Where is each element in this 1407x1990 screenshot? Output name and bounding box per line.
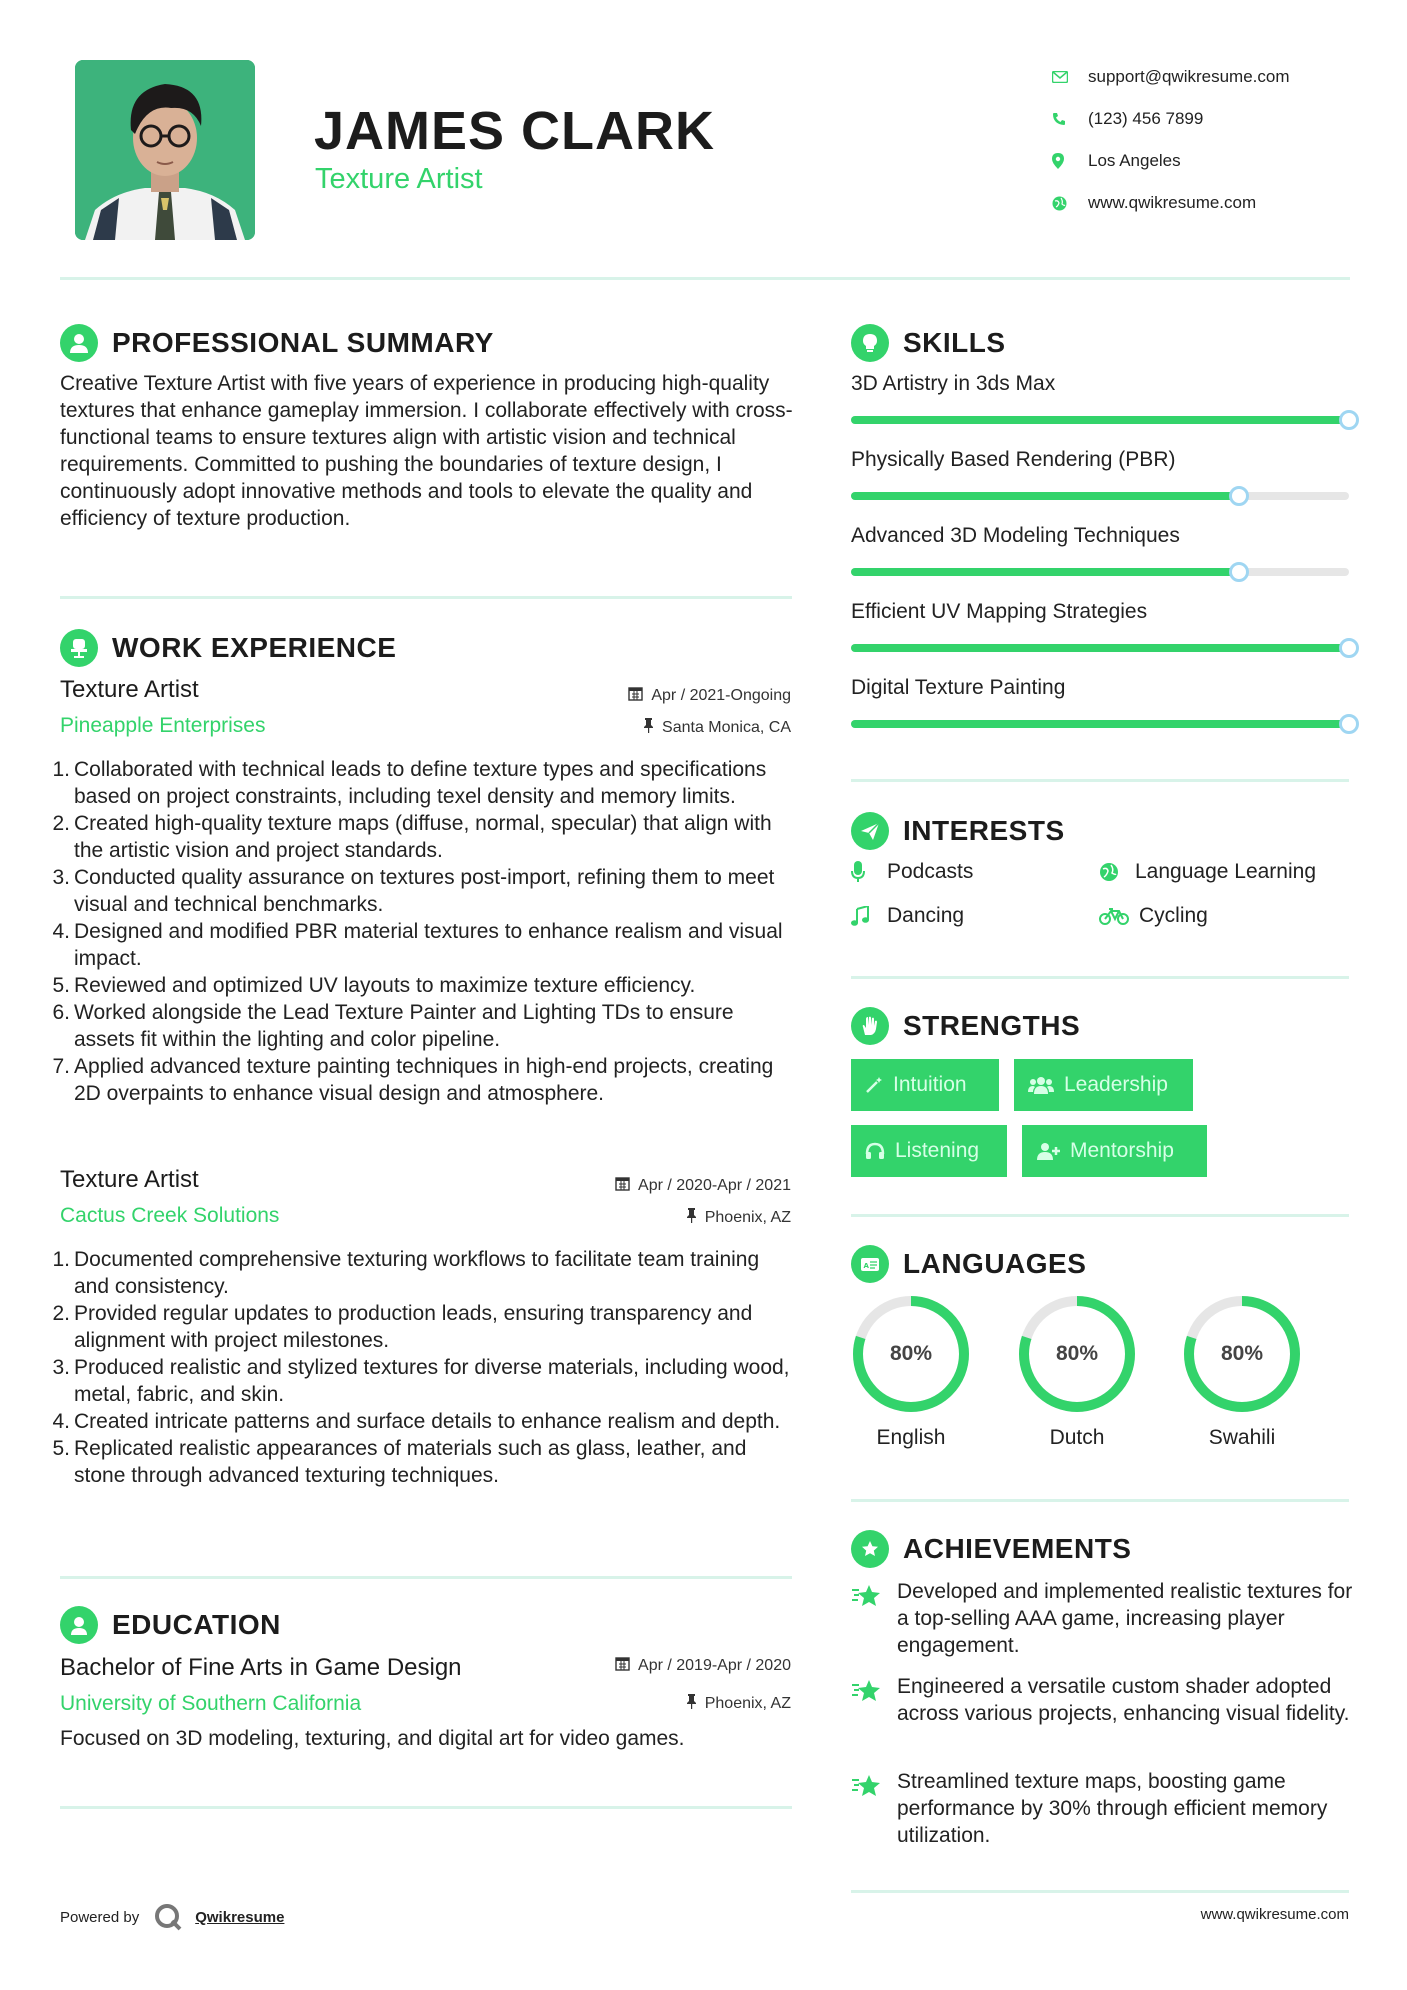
education-title: EDUCATION: [112, 1609, 281, 1640]
school-name: University of Southern California: [60, 1692, 362, 1715]
achievements-divider: [851, 1890, 1349, 1893]
education-heading: [60, 1606, 281, 1644]
achievement-text: Streamlined texture maps, boosting game performance by 30% through efficient memory utilization.: [897, 1770, 1328, 1847]
contact-website-text: www.qwikresume.com: [1088, 193, 1257, 212]
list-item: 5. Reviewed and optimized UV layouts to maximize texture efficiency.: [52, 974, 696, 997]
microphone-icon: [851, 861, 879, 883]
contact-email[interactable]: [1050, 56, 1350, 98]
achievement-item: [851, 1673, 1361, 1727]
job-title: Texture Artist: [60, 1166, 199, 1193]
summary-text: Creative Texture Artist with five years of experience in producing high-quality textures that enhance gameplay immersion. I collaborate effectively with cross-functional teams to ensure textures align with artistic vision and technical requirements. Committed to pushing the boundaries of texture design, I continuously adopt innovative methods and tools to elevate the quality and efficiency of texture production.: [60, 372, 793, 530]
skill-bar-knob: [1229, 486, 1249, 506]
education-date-text: Apr / 2019-Apr / 2020: [638, 1657, 791, 1674]
contact-location: [1050, 140, 1350, 182]
degree-name: Bachelor of Fine Arts in Game Design: [60, 1654, 462, 1681]
interest-label: Podcasts: [887, 860, 974, 883]
skill-bar: [851, 568, 1349, 576]
skills-title: SKILLS: [903, 327, 1006, 358]
job-date-text: Apr / 2021-Ongoing: [651, 687, 791, 704]
skill-name: Advanced 3D Modeling Techniques: [851, 524, 1180, 547]
skill-bar: [851, 416, 1349, 424]
footer-url[interactable]: www.qwikresume.com: [1200, 1906, 1349, 1923]
list-item: 4. Created intricate patterns and surface details to enhance realism and depth.: [52, 1410, 781, 1433]
company-name: Pineapple Enterprises: [60, 714, 266, 737]
interest-label: Language Learning: [1135, 860, 1317, 883]
language-name: English: [876, 1426, 946, 1449]
star-icon: [851, 1768, 897, 1849]
achievement-text: Developed and implemented realistic textures for a top-selling AAA game, increasing player engagement.: [897, 1580, 1353, 1657]
skill-bar: [851, 720, 1349, 728]
job-location: [643, 718, 791, 738]
headphones-icon: [865, 1142, 885, 1160]
skill-bar-knob: [1339, 638, 1359, 658]
graduate-icon: [60, 1606, 98, 1644]
interest-item: [851, 904, 964, 928]
thumbtack-icon: [686, 1694, 697, 1714]
skill-bar-fill: [851, 568, 1239, 576]
list-item: 3. Produced realistic and stylized textures for diverse materials, including wood, metal, fabric, and skin.: [52, 1356, 790, 1406]
interest-item: [851, 860, 973, 884]
music-note-icon: [851, 906, 879, 926]
interests-title: INTERESTS: [903, 815, 1065, 846]
achievements-heading: [851, 1530, 1131, 1568]
list-item: 2. Created high-quality texture maps (diffuse, normal, specular) that align with the artistic vision and project standards.: [52, 812, 772, 862]
globe-icon: [1099, 862, 1127, 882]
skill-bar: [851, 644, 1349, 652]
skill-name: Digital Texture Painting: [851, 676, 1066, 699]
language-percent: 80%: [1055, 1342, 1099, 1365]
list-item: 2. Provided regular updates to production leads, ensuring transparency and alignment with project milestones.: [52, 1302, 753, 1352]
strength-label: Listening: [895, 1139, 980, 1162]
skill-bar-fill: [851, 416, 1349, 424]
contact-email-text: support@qwikresume.com: [1088, 67, 1290, 86]
candidate-name: JAMES CLARK: [314, 101, 716, 161]
language-name: Dutch: [1049, 1426, 1105, 1449]
skills-heading: [851, 324, 1006, 362]
powered-by-label: Powered by: [60, 1908, 140, 1926]
company-name: Cactus Creek Solutions: [60, 1204, 280, 1227]
skill-bar-fill: [851, 492, 1239, 500]
star-badge-icon: [851, 1530, 889, 1568]
job-date: [628, 686, 791, 706]
thumbtack-icon: [686, 1208, 697, 1228]
list-item: 1. Collaborated with technical leads to define texture types and specifications based on project constraints, including texel density and memory limits.: [52, 758, 767, 808]
strengths-divider: [851, 1214, 1349, 1217]
skill-bar-fill: [851, 720, 1349, 728]
interests-heading: [851, 812, 1065, 850]
languages-heading: [851, 1245, 1086, 1283]
interests-divider: [851, 976, 1349, 979]
job-location-text: Phoenix, AZ: [704, 1209, 791, 1226]
lightbulb-icon: [851, 324, 889, 362]
strengths-title: STRENGTHS: [903, 1010, 1081, 1041]
job-bullet-list: [52, 756, 797, 1107]
bicycle-icon: [1099, 907, 1131, 925]
powered-by: [60, 1902, 284, 1932]
star-icon: [851, 1578, 897, 1659]
paper-plane-icon: [851, 812, 889, 850]
list-item: 7. Applied advanced texture painting techniques in high-end projects, creating 2D overpaints to enhance visual design and atmosphere.: [52, 1055, 774, 1105]
education-location: [686, 1694, 791, 1714]
strength-badge: [1022, 1125, 1207, 1177]
id-card-icon: [851, 1245, 889, 1283]
skill-bar-fill: [851, 644, 1349, 652]
summary-divider: [60, 596, 792, 599]
qwikresume-logo-icon: [153, 1902, 183, 1932]
strength-label: Leadership: [1064, 1073, 1168, 1096]
skill-name: Physically Based Rendering (PBR): [851, 448, 1176, 471]
interest-item: [1099, 904, 1208, 928]
contact-list: [1050, 56, 1350, 224]
job-date-text: Apr / 2020-Apr / 2021: [638, 1177, 791, 1194]
header-divider: [60, 277, 1350, 280]
list-item: 5. Replicated realistic appearances of materials such as glass, leather, and stone through advanced texturing techniques.: [52, 1437, 747, 1487]
achievements-title: ACHIEVEMENTS: [903, 1533, 1132, 1564]
language-item: [1015, 1292, 1139, 1450]
experience-divider: [60, 1576, 792, 1579]
education-location-text: Phoenix, AZ: [704, 1695, 791, 1712]
skill-name: 3D Artistry in 3ds Max: [851, 372, 1056, 395]
language-name: Swahili: [1208, 1426, 1276, 1449]
summary-title: PROFESSIONAL SUMMARY: [112, 327, 494, 358]
contact-website[interactable]: [1050, 182, 1350, 224]
job-location-text: Santa Monica, CA: [662, 719, 791, 736]
envelope-icon: [1050, 71, 1088, 83]
skill-name: Efficient UV Mapping Strategies: [851, 600, 1148, 623]
education-description: Focused on 3D modeling, texturing, and digital art for video games.: [60, 1727, 685, 1750]
phone-icon: [1050, 112, 1088, 126]
calendar-icon: [615, 1656, 630, 1676]
candidate-title: Texture Artist: [315, 163, 483, 195]
calendar-icon: [615, 1176, 630, 1196]
achievement-item: [851, 1768, 1361, 1849]
contact-phone[interactable]: [1050, 98, 1350, 140]
strength-label: Mentorship: [1070, 1139, 1174, 1162]
interest-label: Dancing: [887, 904, 965, 927]
job-date: [615, 1176, 791, 1196]
job-bullet-list: [52, 1246, 797, 1489]
languages-title: LANGUAGES: [903, 1248, 1087, 1279]
strength-label: Intuition: [893, 1073, 967, 1096]
summary-heading: [60, 324, 494, 362]
language-percent: 80%: [889, 1342, 933, 1365]
skill-bar-knob: [1339, 714, 1359, 734]
list-item: 6. Worked alongside the Lead Texture Painter and Lighting TDs to ensure assets fit within the lighting and color pipeline.: [52, 1001, 734, 1051]
experience-heading: [60, 629, 396, 667]
users-icon: [1028, 1076, 1054, 1094]
list-item: 1. Documented comprehensive texturing workflows to facilitate team training and consistency.: [52, 1248, 760, 1298]
achievement-text: Engineered a versatile custom shader adopted across various projects, enhancing visual fidelity.: [897, 1675, 1350, 1725]
languages-divider: [851, 1499, 1349, 1502]
profile-photo: [75, 60, 255, 240]
skill-bar-knob: [1229, 562, 1249, 582]
skill-bar: [851, 492, 1349, 500]
thumbtack-icon: [643, 718, 654, 738]
user-icon: [60, 324, 98, 362]
magic-wand-icon: [865, 1076, 883, 1094]
list-item: 3. Conducted quality assurance on textures post-import, refining them to meet visual and technical benchmarks.: [52, 866, 775, 916]
education-divider: [60, 1806, 792, 1809]
experience-title: WORK EXPERIENCE: [112, 632, 397, 663]
qwikresume-link[interactable]: Qwikresume: [195, 1908, 285, 1926]
hand-icon: [851, 1007, 889, 1045]
calendar-icon: [628, 686, 643, 706]
language-item: [1180, 1292, 1304, 1450]
strength-badge: [1014, 1059, 1193, 1111]
map-pin-icon: [1050, 153, 1088, 169]
strength-badge: [851, 1125, 1007, 1177]
contact-location-text: Los Angeles: [1088, 151, 1181, 170]
list-item: 4. Designed and modified PBR material textures to enhance realism and visual impact.: [52, 920, 783, 970]
interest-label: Cycling: [1139, 904, 1208, 927]
skills-divider: [851, 779, 1349, 782]
education-date: [615, 1656, 791, 1676]
language-percent: 80%: [1220, 1342, 1264, 1365]
globe-icon: [1050, 196, 1088, 211]
star-icon: [851, 1673, 897, 1727]
user-plus-icon: [1036, 1142, 1060, 1160]
skill-bar-knob: [1339, 410, 1359, 430]
chair-icon: [60, 629, 98, 667]
language-item: [849, 1292, 973, 1450]
job-location: [686, 1208, 791, 1228]
strengths-heading: [851, 1007, 1080, 1045]
interest-item: [1099, 860, 1316, 884]
svg-text:A: A: [863, 1262, 869, 1270]
strength-badge: [851, 1059, 999, 1111]
achievement-item: [851, 1578, 1361, 1659]
job-title: Texture Artist: [60, 676, 199, 703]
contact-phone-text: (123) 456 7899: [1088, 109, 1204, 128]
